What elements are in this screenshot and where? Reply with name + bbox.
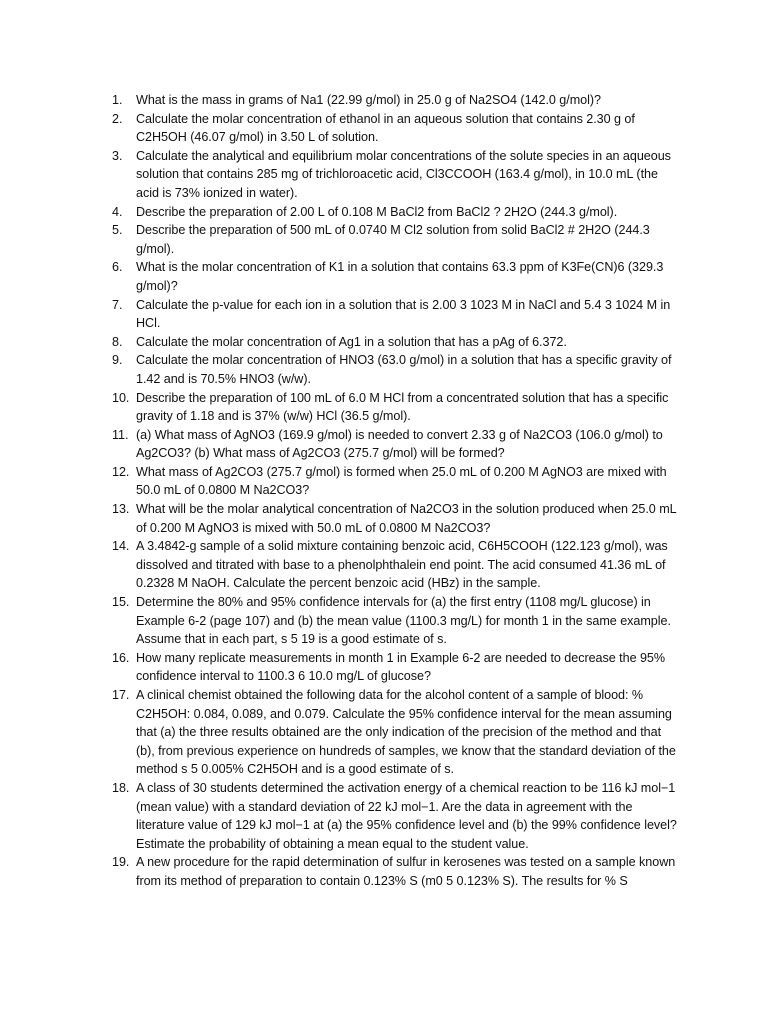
question-item [100, 258, 682, 295]
question-text: A class of 30 students determined the activation energy of a chemical reaction to be 116 kJ mol−1 (mean value) with a standard deviation of 22 kJ mol−1. Are the data in agreement with the literature value of 129 kJ mol−1 at (a) the 95% confidence level and (b) the 99% confidence level? Estimate the probability of obtaining a mean equal to the student value. [136, 780, 677, 851]
question-item [100, 147, 682, 203]
question-text: Calculate the analytical and equilibrium molar concentrations of the solute species in an aqueous solution that contains 285 mg of trichloroacetic acid, Cl3CCOOH (163.4 g/mol), in 10.0 mL (the acid is 73% ionized in water). [136, 148, 671, 200]
question-text: What is the molar concentration of K1 in a solution that contains 63.3 ppm of K3Fe(CN)6 (329.3 g/mol)? [136, 260, 664, 293]
question-number: 16. [112, 650, 130, 665]
question-item [100, 649, 682, 686]
question-number: 9. [112, 353, 123, 368]
question-number: 10. [112, 390, 130, 405]
question-text: Calculate the p-value for each ion in a solution that is 2.00 3 1023 M in NaCl and 5.4 3 1024 M in HCl. [136, 297, 671, 331]
question-number: 8. [112, 334, 123, 349]
question-item [100, 296, 682, 333]
question-item [100, 91, 682, 110]
question-number: 15. [112, 595, 130, 610]
question-text: What will be the molar analytical concentration of Na2CO3 in the solution produced when 25.0 mL of 0.200 M AgNO3 is mixed with 50.0 mL of 0.0800 M Na2CO3? [136, 502, 677, 535]
question-number: 4. [112, 204, 123, 219]
question-number: 11. [112, 427, 129, 442]
question-item [100, 463, 682, 500]
question-item [100, 537, 682, 593]
question-number: 12. [112, 464, 130, 479]
question-item [100, 203, 682, 222]
question-number: 7. [112, 297, 123, 312]
question-text: Describe the preparation of 2.00 L of 0.108 M BaCl2 from BaCl2 ? 2H2O (244.3 g/mol). [136, 204, 618, 219]
question-text: (a) What mass of AgNO3 (169.9 g/mol) is needed to convert 2.33 g of Na2CO3 (106.0 g/mol) to Ag2CO3? (b) What mass of Ag2CO3 (275.7 g/mol) will be formed? [136, 427, 663, 461]
question-item [100, 779, 682, 853]
question-item [100, 426, 682, 463]
question-item [100, 500, 682, 537]
question-item [100, 110, 682, 147]
question-text: Calculate the molar concentration of Ag1 in a solution that has a pAg of 6.372. [136, 334, 567, 349]
question-list [100, 91, 682, 891]
question-text: What mass of Ag2CO3 (275.7 g/mol) is formed when 25.0 mL of 0.200 M AgNO3 are mixed with 50.0 mL of 0.0800 M Na2CO3? [136, 464, 667, 498]
question-number: 2. [112, 111, 123, 126]
question-item [100, 351, 682, 388]
question-number: 17. [112, 688, 130, 702]
question-number: 14. [112, 539, 130, 554]
question-number: 5. [112, 223, 123, 238]
question-item [100, 333, 682, 352]
question-number: 6. [112, 260, 123, 275]
question-item [100, 221, 682, 258]
question-text: Describe the preparation of 100 mL of 6.0 M HCl from a concentrated solution that has a specific gravity of 1.18 and is 37% (w/w) HCl (36.5 g/mol). [136, 390, 669, 424]
question-number: 19. [112, 855, 130, 870]
question-number: 3. [112, 148, 123, 163]
question-item [100, 853, 682, 890]
question-text: A new procedure for the rapid determination of sulfur in kerosenes was tested on a sample known from its method of preparation to contain 0.123% S (m0 5 0.123% S). The results for % S [136, 855, 676, 888]
question-text: Calculate the molar concentration of HNO3 (63.0 g/mol) in a solution that has a specific gravity of 1.42 and is 70.5% HNO3 (w/w). [136, 353, 672, 386]
question-text: What is the mass in grams of Na1 (22.99 g/mol) in 25.0 g of Na2SO4 (142.0 g/mol)? [136, 93, 601, 107]
question-text: Describe the preparation of 500 mL of 0.0740 M Cl2 solution from solid BaCl2 # 2H2O (244.3 g/mol). [136, 223, 650, 256]
question-text: A clinical chemist obtained the following data for the alcohol content of a sample of blood: % C2H5OH: 0.084, 0.089, and 0.079. Calculate the 95% confidence interval for the mean assuming that (a) the three results obtained are the only indication of the precision of the method and that (b), from previous experience on hundreds of samples, we know that the standard deviation of the method s 5 0.005% C2H5OH and is a good estimate of s. [136, 688, 676, 777]
question-item [100, 593, 682, 649]
question-number: 18. [112, 780, 130, 795]
question-text: How many replicate measurements in month 1 in Example 6-2 are needed to decrease the 95% confidence interval to 1100.3 6 10.0 mg/L of glucose? [136, 650, 666, 684]
question-number: 13. [112, 502, 130, 517]
question-number: 1. [112, 93, 123, 107]
question-text: Determine the 80% and 95% confidence intervals for (a) the first entry (1108 mg/L glucose) in Example 6-2 (page 107) and (b) the mean value (1100.3 mg/L) for month 1 in the same example. Assume that in each part, s 5 19 is a good estimate of s. [136, 595, 671, 647]
question-item [100, 686, 682, 779]
question-text: Calculate the molar concentration of ethanol in an aqueous solution that contains 2.30 g of C2H5OH (46.07 g/mol) in 3.50 L of solution. [136, 111, 635, 145]
question-text: A 3.4842-g sample of a solid mixture containing benzoic acid, C6H5COOH (122.123 g/mol), was dissolved and titrated with base to a phenolphthalein end point. The acid consumed 41.36 mL of 0.2328 M NaOH. Calculate the percent benzoic acid (HBz) in the sample. [136, 539, 668, 591]
question-item [100, 389, 682, 426]
